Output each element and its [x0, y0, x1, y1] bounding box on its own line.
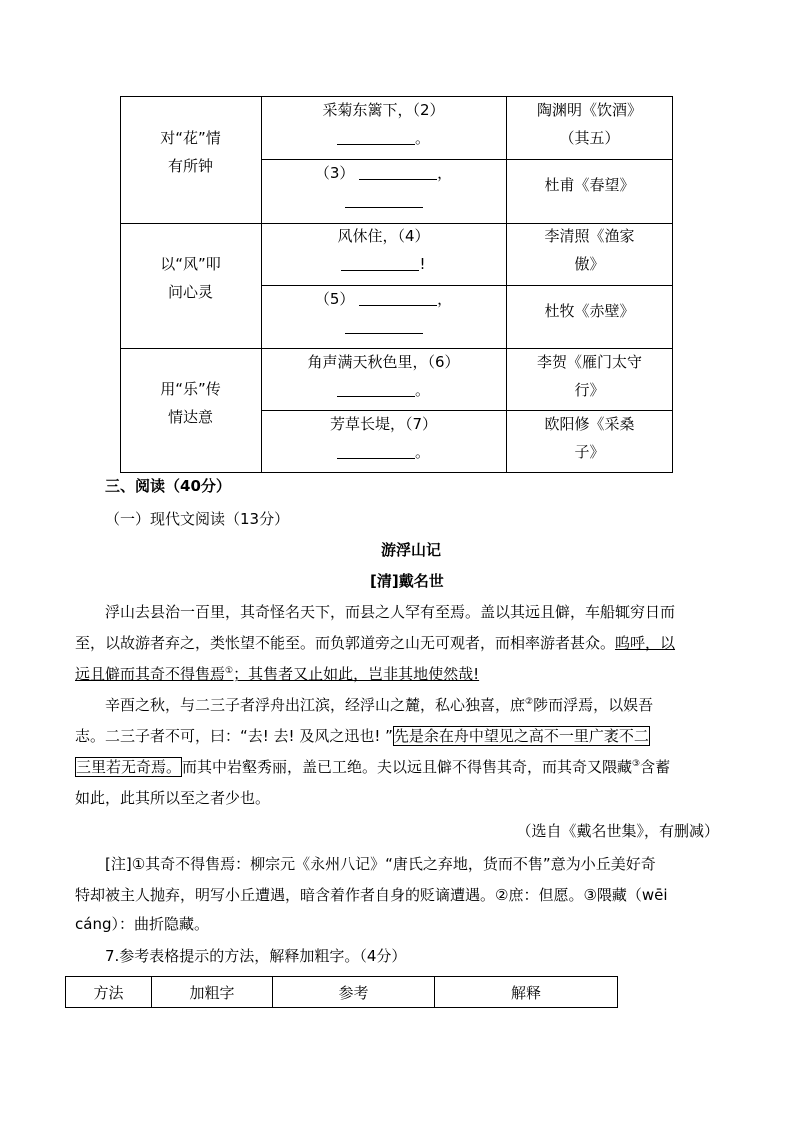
author-line: 欧阳修《采桑: [544, 415, 635, 433]
author-line: 行》: [574, 381, 605, 399]
verse-punct: ，: [437, 164, 453, 182]
verse-punct: 。: [414, 381, 430, 399]
underlined-sentence: [75, 665, 479, 683]
author-line: 李贺《雁门太守: [536, 353, 642, 371]
passage-line: [75, 663, 479, 684]
author-cell: [506, 410, 673, 466]
passage-text: 而其中岩壑秀丽，盖已工绝。夫以远且僻不得售其奇，而其奇又隈藏: [182, 758, 633, 776]
table-header-cell: 方法: [66, 977, 152, 1008]
answer-table: [65, 976, 618, 1008]
passage-text: 含蓄: [640, 758, 671, 776]
author-line: 傲》: [574, 255, 605, 273]
table-header-row: [66, 977, 618, 1008]
author-line: 陶渊明《饮酒》: [536, 101, 642, 119]
author-line: 杜甫《春望》: [544, 176, 635, 194]
verse-punct: !: [419, 255, 426, 273]
author-cell: [506, 297, 673, 325]
verse-blank-line: [261, 124, 506, 152]
passage-author: [清]戴名世: [370, 572, 444, 590]
verse-cell: [261, 96, 506, 152]
verse-prompt: （5）: [314, 290, 355, 308]
verse-punct: 。: [414, 129, 430, 147]
author-cell: [506, 222, 673, 278]
poem-table: [120, 96, 673, 473]
question-7: 7.参考表格提示的方法，解释加粗字。（4分）: [105, 947, 407, 965]
verse-blank-line: [261, 250, 506, 278]
verse-prompt: 风休住，（4）: [337, 227, 430, 245]
author-cell: [506, 348, 673, 404]
theme-line: 用“乐”传: [160, 380, 221, 398]
table-header-cell: 解释: [435, 977, 618, 1008]
theme-line: 以“风”叩: [160, 255, 221, 273]
theme-line: 对“花”情: [160, 129, 221, 147]
verse-prompt: 角声满天秋色里，（6）: [307, 353, 460, 371]
answer-blank[interactable]: [359, 178, 437, 180]
answer-blank[interactable]: [337, 395, 415, 397]
passage-text: 志。二三子者不可，曰：“去! 去! 及风之迅也! ”: [75, 727, 393, 745]
verse-punct: ，: [437, 290, 453, 308]
verse-blank-line: [261, 187, 506, 215]
passage-source: （选自《戴名世集》，有删减）: [516, 822, 719, 840]
verse-blank-line: [261, 285, 506, 313]
answer-blank[interactable]: [359, 304, 437, 306]
table-header-cell: 加粗字: [152, 977, 273, 1008]
answer-blank[interactable]: [337, 143, 415, 145]
passage-text: 陟而浮焉，以娱吾: [533, 696, 654, 714]
author-line: 子》: [574, 443, 605, 461]
passage-line: [75, 756, 670, 777]
theme-line: 问心灵: [167, 283, 213, 301]
notes-line: cáng）：曲折隐藏。: [75, 915, 209, 933]
table-header-cell: 参考: [273, 977, 435, 1008]
footnote-marker: ③: [632, 759, 641, 769]
underlined-sentence: 呜呼，以: [615, 634, 676, 652]
answer-blank[interactable]: [345, 332, 423, 334]
boxed-sentence: 三里若无奇焉。: [76, 758, 182, 776]
theme-line: 有所钟: [167, 157, 213, 175]
passage-line: [75, 632, 675, 653]
author-line: 李清照《渔家: [544, 227, 635, 245]
passage-line: 浮山去县治一百里，其奇怪名天下，而县之人罕有至焉。盖以其远且僻，车船辄穷日而: [105, 603, 676, 621]
footnote-marker: ①: [225, 666, 234, 676]
notes-line: 特却被主人抛弃，明写小丘遭遇，暗含着作者自身的贬谪遭遇。②庶：但愿。③隈藏（wēi: [75, 886, 668, 904]
theme-line: 情达意: [167, 408, 213, 426]
verse-prompt: 芳草长堤，（7）: [329, 415, 438, 433]
verse-punct: 。: [414, 443, 430, 461]
footnote-marker: ②: [525, 697, 534, 707]
theme-cell: [120, 375, 261, 431]
passage-title: 游浮山记: [381, 541, 442, 559]
passage-text: 远且僻而其奇不得售焉: [75, 665, 226, 683]
passage-text: 辛酉之秋，与二三子者浮舟出江滨，经浮山之麓，私心独喜，庶: [105, 696, 526, 714]
verse-cell: [261, 222, 506, 278]
section-heading: 三、阅读（40分）: [105, 477, 231, 495]
passage-text: ；其售者又止如此，岂非其地使然哉!: [233, 665, 480, 683]
theme-cell: [120, 250, 261, 306]
author-line: 杜牧《赤壁》: [544, 302, 635, 320]
sub-heading: （一）现代文阅读（13分）: [105, 510, 290, 528]
author-cell: [506, 96, 673, 152]
verse-prompt: （3）: [314, 164, 355, 182]
verse-cell: [261, 159, 506, 215]
verse-blank-line: [261, 159, 506, 187]
boxed-sentence: 先是余在舟中望见之高不一里广袤不二: [393, 727, 649, 745]
answer-blank[interactable]: [341, 269, 419, 271]
notes-line: [注]①其奇不得售焉：柳宗元《永州八记》“唐氏之弃地，货而不售”意为小丘美好奇: [105, 855, 656, 873]
verse-blank-line: [261, 313, 506, 341]
passage-line: [75, 725, 650, 746]
theme-cell: [120, 124, 261, 180]
passage-line: 如此，此其所以至之者少也。: [75, 789, 271, 807]
passage-line: [105, 694, 653, 715]
answer-blank[interactable]: [345, 206, 423, 208]
verse-prompt: 采菊东篱下，（2）: [322, 101, 445, 119]
verse-cell: [261, 285, 506, 341]
verse-blank-line: [261, 438, 506, 466]
verse-cell: [261, 410, 506, 466]
answer-blank[interactable]: [337, 457, 415, 459]
verse-blank-line: [261, 376, 506, 404]
author-line: （其五）: [559, 129, 620, 147]
verse-cell: [261, 348, 506, 404]
author-cell: [506, 171, 673, 199]
passage-text: 至，以故游者弃之，类怅望不能至。而负郭道旁之山无可观者，而相率游者甚众。: [75, 634, 616, 652]
